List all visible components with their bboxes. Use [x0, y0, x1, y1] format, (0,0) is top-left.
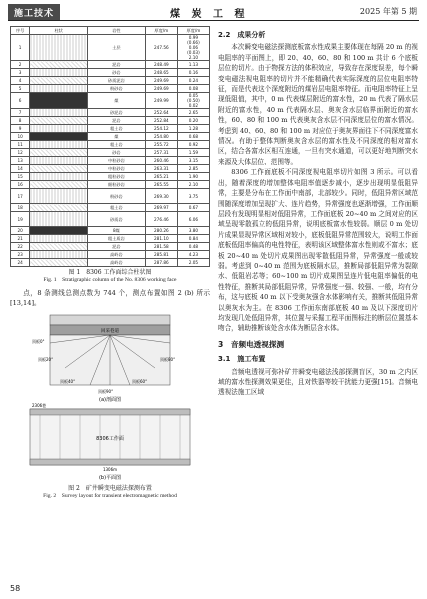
table-row	[11, 157, 210, 165]
table-cell: 254.12	[145, 125, 177, 133]
table-cell: 248.65	[145, 69, 177, 77]
lithology-column-cell	[30, 165, 88, 173]
table-cell: 24	[11, 259, 30, 267]
table-row	[11, 212, 210, 227]
subsection-heading: 3.1 施工布置	[218, 355, 266, 364]
lithology-column-cell	[30, 251, 88, 259]
table-row	[11, 235, 210, 243]
table-cell: 砂岩	[88, 149, 146, 157]
table-cell: 2.65	[177, 109, 209, 117]
lithology-column-cell	[30, 149, 88, 157]
roof-rock-layer	[50, 315, 170, 325]
table-cell: 中粒砂岩	[88, 165, 146, 173]
table-cell: 255.72	[145, 141, 177, 149]
lithology-column-cell	[30, 157, 88, 165]
table-cell: 263.31	[145, 165, 177, 173]
table-cell: 19	[11, 212, 30, 227]
table-cell: 0.24	[177, 77, 209, 85]
table-cell: 15	[11, 173, 30, 181]
fig1-caption-en: Fig. 1 Stratigraphic column of the No. 8306 working face	[43, 277, 177, 283]
table-row	[11, 204, 210, 212]
table-cell: 281.10	[145, 235, 177, 243]
lithology-column-cell	[30, 85, 88, 93]
table-row	[11, 165, 210, 173]
fig2-caption-en: Fig. 2 Survey layout for transient electromagnetic method	[43, 492, 177, 499]
table-header: 厚度/m	[145, 27, 177, 35]
fig1-caption-cn: 图 1 8306 工作面综合柱状图	[68, 269, 152, 276]
table-cell: 285.81	[145, 251, 177, 259]
table-cell: 煤	[88, 133, 146, 141]
table-cell: 249.69	[145, 85, 177, 93]
table-cell: 砂质泥岩	[88, 77, 146, 85]
table-cell: 23	[11, 251, 30, 259]
table-row	[11, 181, 210, 189]
plan-upper-road	[30, 409, 190, 415]
table-cell: 265.55	[145, 181, 177, 189]
label-angle: 顶板60°	[132, 378, 148, 384]
table-cell: 粗土岩	[88, 204, 146, 212]
table-row	[11, 227, 210, 235]
table-cell: 22	[11, 243, 30, 251]
table-cell: 0.48	[177, 243, 209, 251]
lithology-column-cell	[30, 204, 88, 212]
table-cell: 247.56	[145, 35, 177, 61]
table-cell: 257.31	[145, 149, 177, 157]
table-cell: 18	[11, 204, 30, 212]
table-cell: 11	[11, 141, 30, 149]
table-cell: 252.84	[145, 117, 177, 125]
table-cell: 249.99	[145, 93, 177, 109]
table-row	[11, 93, 210, 109]
table-row	[11, 243, 210, 251]
table-cell: 8	[11, 117, 30, 125]
table-cell: 3.80	[177, 227, 209, 235]
table-row	[11, 173, 210, 181]
table-cell: 1.90	[177, 173, 209, 181]
table-row	[11, 141, 210, 149]
table-cell: 254.80	[145, 133, 177, 141]
lithology-column-cell	[30, 212, 88, 227]
table-cell: 2.85	[177, 165, 209, 173]
table-cell: 3	[11, 69, 30, 77]
table-row	[11, 35, 210, 61]
label-working-face: 8306工作面	[96, 435, 124, 442]
table-cell: 21	[11, 235, 30, 243]
table-cell: 0.05 (0.50) 0.02	[177, 93, 209, 109]
table-cell: 高岭岩	[88, 251, 146, 259]
table-cell: 中粒砂岩	[88, 157, 146, 165]
table-row	[11, 85, 210, 93]
table-row	[11, 259, 210, 267]
table-header: 序号	[11, 27, 30, 35]
lithology-column-cell	[30, 117, 88, 125]
table-cell: 260.46	[145, 157, 177, 165]
fig2-caption-cn: 图 2 矿井瞬变电磁法探测布置	[68, 484, 152, 492]
label-length: 1306m	[102, 466, 118, 472]
table-cell: 0.08	[177, 85, 209, 93]
label-angle: 顶板40°	[60, 378, 76, 384]
survey-layout-figure	[10, 313, 210, 483]
table-cell: 2.10	[177, 181, 209, 189]
table-cell: 砂岩	[88, 69, 146, 77]
table-row	[11, 77, 210, 85]
table-cell: 砂质岩	[88, 212, 146, 227]
table-row	[11, 133, 210, 141]
plan-lower-road	[30, 459, 190, 465]
table-cell: 16	[11, 181, 30, 189]
issue-label: 2025 年第 5 期	[359, 7, 417, 16]
section-heading: 2.2 成果分析	[218, 31, 266, 39]
table-cell: 10	[11, 133, 30, 141]
table-cell: 0.68	[177, 133, 209, 141]
table-cell: 3.75	[177, 189, 209, 204]
lithology-column-cell	[30, 61, 88, 69]
table-header: 岩性	[88, 27, 146, 35]
table-cell: 252.64	[145, 109, 177, 117]
label-tunnel: 回采巷道	[101, 328, 119, 334]
table-cell: 土层	[88, 35, 146, 61]
label-angle: 顶板20°	[38, 356, 54, 362]
table-cell: 9	[11, 125, 30, 133]
table-cell: 粉砂岩	[88, 85, 146, 93]
table-cell: 粗粒砂岩	[88, 173, 146, 181]
header-rule	[8, 20, 419, 21]
table-row	[11, 69, 210, 77]
table-cell: 粗土质岩	[88, 235, 146, 243]
body-paragraph: 8306 工作面底板不同深度视电阻率切片如图 3 所示。可以看出，随着深度的增加整体电阻率值逐步减小，逐步出现明显低阻异常，主要是分布在工作面中南部，北部较少。同时，低阻异常区域范围随深度增加呈现扩大、连片趋势，异常强度也逐渐增强，工作面顺层段有发现明显相对低阻异常，工作面底板 20~40 m 之间对应的区域呈现零散孤立的低阻异常，说明底板富水性较弱。顺层 0 m 处切片成果显现异常区域相对较小，底板低阻异常范围较大，说明工作面底板低阻率偏高的电性特征，表明该区域整体富水性则或不富水；底板 20~40 m 处切片成果图出现零散低阻异常，异常强度一般或较弱。考虑到 0~40 m 范围为底板隔水层，推断局部低阻异常为裂隙水、低阻岩芯等；60~100 m 切片成果图呈连片低电阻率偏低的电性特征，推断其局部低阻异常，异常强度一强、较强、一般，均有分布，这与底板 40 m 以下受奥灰强含水体影响有关，推断其低阻异常以奥灰水为主。在 8306 工作面东南部底板 40 m 及以下深度切片均发现几处低阻异常，其位置与采掘工程平面图标注的断层位置基本吻合，辅助推断该处含水体为断层含水体。	[218, 168, 418, 333]
table-cell: 1.28	[177, 125, 209, 133]
table-row	[11, 117, 210, 125]
table-cell: 砂泥岩	[88, 109, 146, 117]
subfig-b-label: (b)平面图	[98, 474, 122, 481]
table-cell: 287.86	[145, 259, 177, 267]
lithology-column-cell	[30, 235, 88, 243]
lithology-column-cell	[30, 243, 88, 251]
table-cell: 粗土岩	[88, 125, 146, 133]
label-road: 2306巷	[32, 402, 47, 408]
lithology-column-cell	[30, 173, 88, 181]
table-cell: 7	[11, 109, 30, 117]
table-cell: 1.59	[177, 149, 209, 157]
page-number: 58	[10, 584, 21, 593]
lithology-column-cell	[30, 93, 88, 109]
label-angle: 顶板90°	[98, 388, 114, 394]
table-cell: 248.49	[145, 61, 177, 69]
stratigraphic-table	[10, 26, 210, 267]
label-angle: 顶板80°	[160, 356, 176, 362]
table-cell: 粗土岩	[88, 141, 146, 149]
table-cell: 265.21	[145, 173, 177, 181]
table-cell: 20	[11, 227, 30, 235]
lithology-column-cell	[30, 69, 88, 77]
table-body	[11, 35, 210, 267]
table-cell: 泥岩	[88, 243, 146, 251]
lithology-column-cell	[30, 141, 88, 149]
table-cell: 13	[11, 157, 30, 165]
table-cell: 0.84	[177, 235, 209, 243]
table-cell: 14	[11, 165, 30, 173]
left-paragraph: 点，8 条测线总测点数为 744 个，测点布置如图 2 (b) 所示[13,14]。	[10, 289, 210, 308]
table-cell: 269.30	[145, 189, 177, 204]
lithology-column-cell	[30, 133, 88, 141]
table-header-row	[11, 27, 210, 35]
table-cell: 8煤	[88, 227, 146, 235]
table-cell: 6	[11, 93, 30, 109]
table-cell: 高岭岩	[88, 259, 146, 267]
table-header: 柱状	[30, 27, 88, 35]
lithology-column-cell	[30, 227, 88, 235]
table-header: 厚度/m	[177, 27, 209, 35]
table-cell: 1	[11, 35, 30, 61]
table-row	[11, 251, 210, 259]
lithology-column-cell	[30, 259, 88, 267]
journal-title: 煤 炭 工 程	[170, 9, 249, 20]
table-row	[11, 109, 210, 117]
table-cell: 6.06	[177, 212, 209, 227]
lithology-column-cell	[30, 35, 88, 61]
table-row	[11, 125, 210, 133]
label-angle: 顶板0°	[32, 338, 45, 344]
section-heading: 3 音频电透视探测	[218, 339, 285, 349]
table-cell: 280.26	[145, 227, 177, 235]
table-cell: 泥岩	[88, 61, 146, 69]
table-cell: 1.13	[177, 61, 209, 69]
table-cell: 276.46	[145, 212, 177, 227]
lithology-column-cell	[30, 125, 88, 133]
table-cell: 0.92	[177, 141, 209, 149]
table-row	[11, 149, 210, 157]
table-cell: 249.69	[145, 77, 177, 85]
lithology-column-cell	[30, 189, 88, 204]
lithology-column-cell	[30, 77, 88, 85]
table-cell: 2.05	[177, 259, 209, 267]
right-column	[218, 26, 418, 398]
page-header	[0, 0, 427, 22]
lithology-column-cell	[30, 181, 88, 189]
table-cell: 0.67	[177, 204, 209, 212]
table-cell: 0.99 (0.66) 0.06 (0.03) 2.10	[177, 35, 209, 61]
table-cell: 4	[11, 77, 30, 85]
table-cell: 4.23	[177, 251, 209, 259]
table-cell: 3.15	[177, 157, 209, 165]
table-cell: 2	[11, 61, 30, 69]
subfig-a-label: (a)剖面图	[99, 396, 121, 403]
lithology-column-cell	[30, 109, 88, 117]
table-cell: 0.16	[177, 69, 209, 77]
table-cell: 煤	[88, 93, 146, 109]
table-row	[11, 189, 210, 204]
table-cell: 细粒砂岩	[88, 181, 146, 189]
table-cell: 5	[11, 85, 30, 93]
table-cell: 281.58	[145, 243, 177, 251]
table-cell: 粉砂岩	[88, 189, 146, 204]
table-cell: 17	[11, 189, 30, 204]
body-paragraph: 音频电透视可弥补矿井瞬变电磁法浅部探测盲区，30 m 之内区域的富水性探测效果更佳，且对铁器等较干扰能力更强[15]。音频电透视法施工区域	[218, 367, 418, 397]
section-tag: 施工技术	[8, 4, 60, 21]
table-row	[11, 61, 210, 69]
left-column	[10, 26, 210, 500]
table-cell: 269.97	[145, 204, 177, 212]
body-paragraph: 本次瞬变电磁法探测底板富水性成果主要体现在每隔 20 m 的视电阻率的平面图上，即 20、40、60、80 和 100 m 共计 6 个底板层位的切片。由于物探方法的体积效应，导致存在深度误差，每个瞬变电磁法视电阻率的切片并不能精确代表实际深度的层位电阻率特征，而是代表这个深度附近的煤岩层电阻率特征。而电阻率特征上呈现低阻值，其中，0 m 代表煤层附近的富水性，20 m 代表了隔水层附近的富水性，40 m 代表隔水层、奥灰含水层临界面附近的富水性，60、80 和 100 m 代表奥灰含水层不同深度层位的富水情况。考虑到 40、60、80 和 100 m 对应位于奥灰界面往下不同深度富水情况。有助于整体判断奥灰含水层的富水性及不同深度的相对富水区，结合各富水区相互连通，一旦有突水通道，可以更好地判断突水来源及大体层位、范围等。	[218, 43, 418, 166]
table-cell: 泥岩	[88, 117, 146, 125]
table-cell: 0.20	[177, 117, 209, 125]
table-cell: 12	[11, 149, 30, 157]
